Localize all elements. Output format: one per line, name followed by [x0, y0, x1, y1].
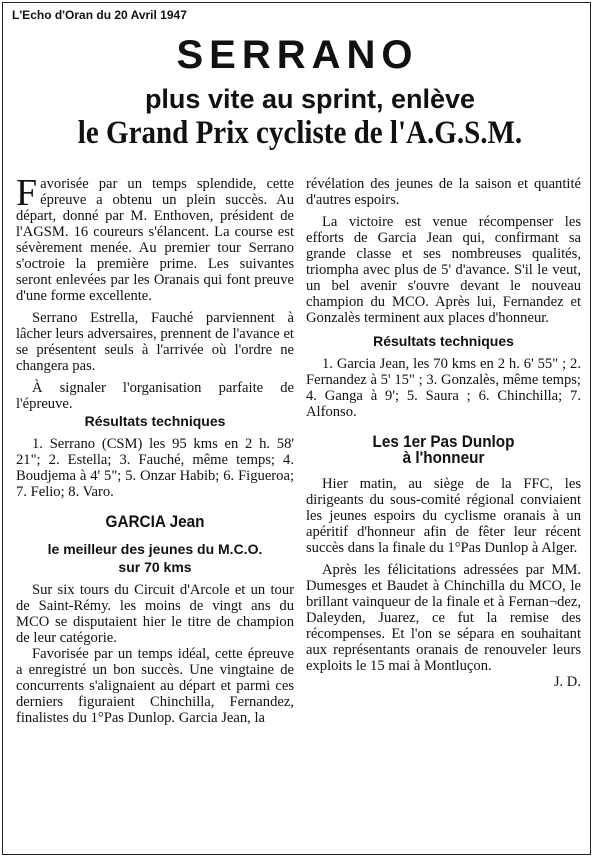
- dunlop-title-2: à l'honneur: [402, 448, 485, 467]
- dunlop-p2: Après les félicitations adressées par MM. Dumesges et Baudet à Chinchilla du MCO, le brillant vainqueur de la finale et à Fernan¬dez, Daleyden, Juarez, ce fut la remise des récompenses. Et l'on se sépara en souhaitant aux représentants oranais de renouveler leurs exploits le 15 mai à Montluçon.: [306, 562, 581, 674]
- garcia-p4: La victoire est venue récompenser les efforts de Garcia Jean qui, confirmant sa grande classe et ses nombreuses qualités, triompha avec plus de 5' d'avance. S'il le veut, un bel avenir s'ouvre devant le nouveau champion du MCO. Après lui, Fernandez et Gonzalès terminent aux places d'honneur.: [306, 214, 581, 326]
- garcia-p2: Favorisée par un temps idéal, cette épreuve a enregistré un bon succès. Une vingtaine de concurrents s'alignaient au départ et parmi ces derniers figuraient Chinchilla, Fernandez, finalistes du 1°Pas Dunlop. Garcia Jean, la: [16, 646, 294, 726]
- garcia-title: GARCIA Jean: [105, 512, 205, 531]
- left-column: [16, 172, 294, 726]
- results-heading: Résultats techniques: [84, 413, 226, 429]
- garcia-subtitle-1: le meilleur des jeunes du M.C.O.: [47, 541, 263, 557]
- main-article-p1: [16, 172, 294, 304]
- main-article-p3: À signaler l'organisation parfaite de l'épreuve.: [16, 380, 294, 412]
- source-line: L'Echo d'Oran du 20 Avril 1947: [12, 8, 187, 22]
- headline-sub: plus vite au sprint, enlève: [144, 84, 476, 114]
- garcia-results-text: 1. Garcia Jean, les 70 kms en 2 h. 6' 55" ; 2. Fernandez à 5' 15" ; 3. Gonzalès, même temps; 4. Ganga à 9'; 5. Saura ; 6. Chinchilla; 7. Alfonso.: [306, 356, 581, 420]
- garcia-subtitle-2: sur 70 kms: [118, 559, 192, 575]
- dunlop-title-1: Les 1er Pas Dunlop: [372, 432, 515, 451]
- garcia-p3: révélation des jeunes de la saison et quantité d'autres espoirs.: [306, 176, 581, 208]
- right-column: [306, 176, 581, 690]
- garcia-p1: Sur six tours du Circuit d'Arcole et un tour de Saint-Rémy. les moins de vingt ans du MCO se disputaient hier le titre de champion de leur catégorie.: [16, 582, 294, 646]
- main-article-p2: Serrano Estrella, Fauché parviennent à lâcher leurs adversaires, prennent de l'avance et se présentent seuls à l'arrivée où l'ordre ne changera pas.: [16, 310, 294, 374]
- signature: J. D.: [553, 674, 581, 690]
- headline-event: le Grand Prix cycliste de l'A.G.S.M.: [77, 115, 523, 151]
- dunlop-p1: Hier matin, au siège de la FFC, les dirigeants du sous-comité régional conviaient les jeunes espoirs du cyclisme oranais à un apéritif d'honneur afin de fêter leur récent succès dans la finale du 1°Pas Dunlop à Alger.: [306, 476, 581, 556]
- results-text: 1. Serrano (CSM) les 95 kms en 2 h. 58' 21"; 2. Estella; 3. Fauché, même temps; 4. Boudjema à 4' 5"; 5. Onzar Habib; 6. Figueroa; 7. Felio; 8. Varo.: [16, 436, 294, 500]
- dropcap: F: [16, 172, 38, 214]
- garcia-results-heading: Résultats techniques: [373, 333, 514, 349]
- main-article-p1-text: avorisée par un temps splendide, cette épreuve a obtenu un plein succès. Au départ, donné par M. Enthoven, président de l'AGSM. 16 coureurs s'élancent. La course est sévèrement menée. Au premier tour Serrano s'octroie la première prime. Les suivantes seront enlevées par les Oranais qui font preuve d'une forme excellente.: [16, 176, 294, 304]
- headline-main: SERRANO: [176, 33, 419, 77]
